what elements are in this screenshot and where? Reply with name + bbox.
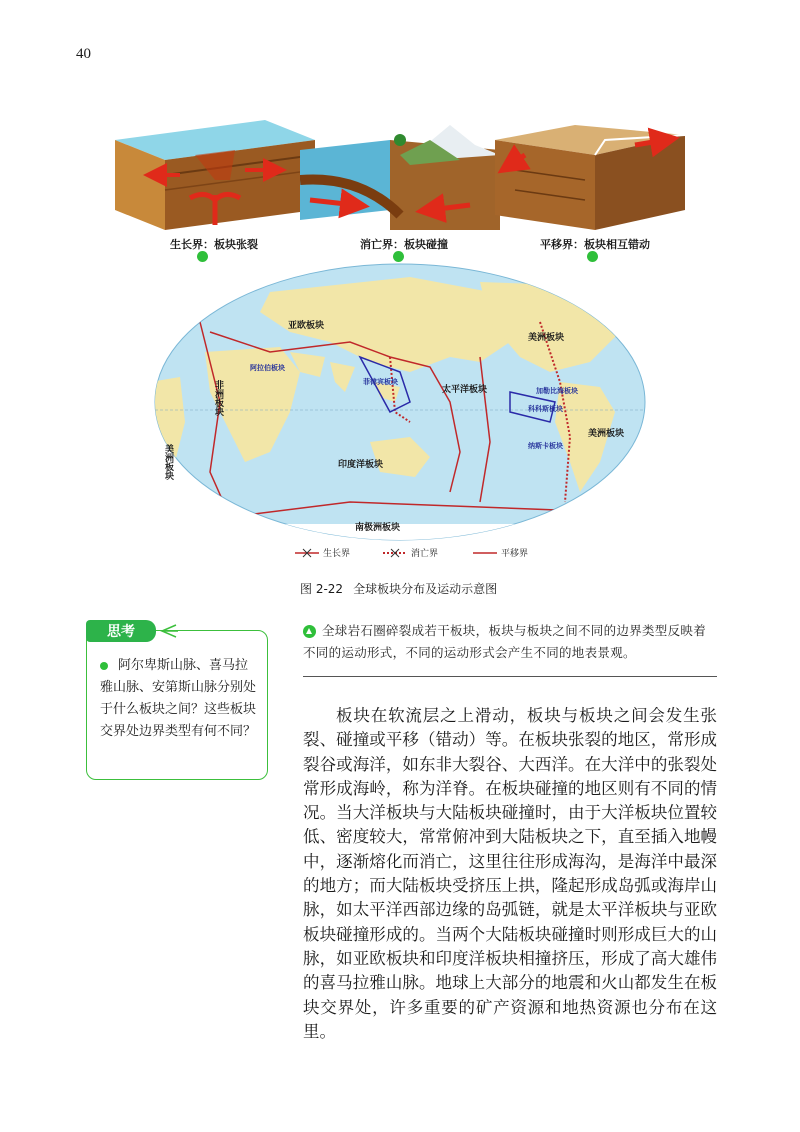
- triangle-icon: [303, 625, 316, 638]
- plate-american-left: 美洲板块: [163, 444, 173, 480]
- transform-boundary-icon: [473, 548, 497, 558]
- convergent-boundary-diagram: [300, 120, 500, 230]
- plate-north-american: 美洲板块: [528, 333, 565, 343]
- marker-dot: [197, 251, 208, 262]
- plate-south-american: 美洲板块: [588, 429, 625, 439]
- map-legend: [295, 546, 615, 560]
- plate-african: 非洲板块: [213, 380, 223, 416]
- page-number: 40: [76, 46, 91, 62]
- divergent-boundary-diagram: [115, 120, 315, 230]
- growth-boundary-icon: [295, 548, 319, 558]
- plate-antarctic: 南极洲板块: [355, 523, 401, 533]
- plate-cocos: 科科斯板块: [528, 405, 563, 413]
- world-plate-map: [150, 262, 650, 542]
- think-arrow-icon: [158, 623, 178, 639]
- divergent-label: 生长界：板块张裂: [170, 238, 258, 251]
- transform-boundary-diagram: [495, 120, 685, 230]
- legend-transform: 平移界: [473, 546, 528, 559]
- plate-caribbean: 加勒比海板块: [536, 387, 578, 395]
- transform-label: 平移界：板块相互错动: [540, 238, 650, 251]
- bullet-icon: [100, 662, 108, 670]
- convergent-label: 消亡界：板块碰撞: [360, 238, 448, 251]
- figure-note: 全球岩石圈碎裂成若干板块，板块与板块之间不同的边界类型反映着不同的运动形式，不同的运动形式会产生不同的地表景观。: [303, 623, 707, 660]
- marker-dot: [587, 251, 598, 262]
- subduction-boundary-icon: [383, 548, 407, 558]
- divider: [303, 676, 717, 677]
- plate-nazca: 纳斯卡板块: [528, 442, 563, 450]
- plate-pacific: 太平洋板块: [442, 385, 488, 395]
- body-text: 板块在软流层之上滑动，板块与板块之间会发生张裂、碰撞或平移（错动）等。在板块张裂的地区，常形成裂谷或海洋，如东非大裂谷、大西洋。在大洋中的张裂处常形成海岭，称为洋脊。在板块碰撞的地区则有不同的情况。当大洋板块与大陆板块碰撞时，由于大洋板块位置较低、密度较大，常常俯冲到大陆板块之下，直至插入地幔中，逐渐熔化而消亡，这里往往形成海沟，是海洋中最深的地方；而大陆板块受挤压上拱，隆起形成岛弧或海岸山脉，如太平洋西部边缘的岛弧链，就是太平洋板块与亚欧板块碰撞形成的。当两个大陆板块碰撞时则形成巨大的山脉，如亚欧板块和印度洋板块相撞挤压，形成了高大雄伟的喜马拉雅山脉。地球上大部分的地震和火山都发生在板块交界处，许多重要的矿产资源和地热资源也分布在这里。: [303, 706, 717, 1041]
- think-question: 阿尔卑斯山脉、喜马拉雅山脉、安第斯山脉分别处于什么板块之间？这些板块交界处边界类型有何不同？: [100, 658, 257, 739]
- plate-philippine: 菲律宾板块: [363, 378, 398, 386]
- legend-growth: 生长界: [295, 546, 350, 559]
- think-title: 思考: [86, 620, 156, 642]
- marker-dot: [393, 251, 404, 262]
- plate-indo-australian: 印度洋板块: [338, 460, 384, 470]
- figure-caption: 图 2-22 全球板块分布及运动示意图: [300, 582, 498, 596]
- plate-eurasian: 亚欧板块: [288, 321, 325, 331]
- plate-arabian: 阿拉伯板块: [250, 364, 285, 372]
- legend-subduction: 消亡界: [383, 546, 438, 559]
